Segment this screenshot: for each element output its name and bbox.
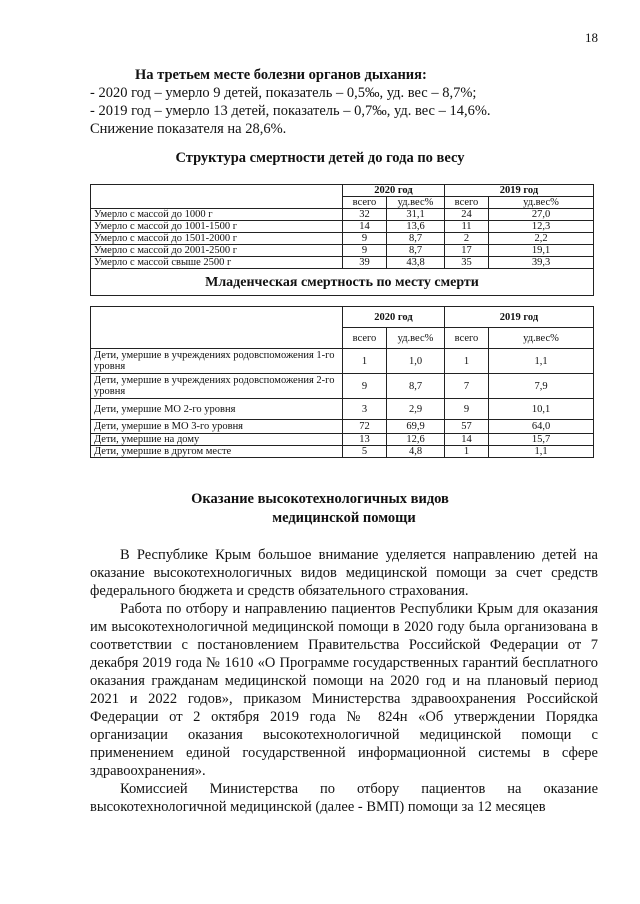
col-all-2020: всего [343, 197, 387, 209]
intro-line-2020: - 2020 год – умерло 9 детей, показатель – 0,5‰, уд. вес – 8,7%; [90, 85, 477, 101]
value-all-2019: 11 [445, 221, 489, 233]
row-label: Умерло с массой свыше 2500 г [91, 257, 343, 269]
section-title-row [91, 269, 594, 296]
value-share-2020: 1,0 [387, 349, 445, 374]
row-label: Дети, умершие в учреждениях родовспоможения 1-го уровня [91, 349, 343, 374]
year-2019-header: 2019 год [445, 185, 594, 197]
value-all-2019: 9 [445, 399, 489, 420]
table-row [91, 233, 594, 245]
value-all-2019: 57 [445, 420, 489, 434]
table-row [91, 221, 594, 233]
col-share-2020: уд.вес% [387, 197, 445, 209]
value-all-2020: 5 [343, 446, 387, 458]
value-all-2020: 3 [343, 399, 387, 420]
intro-line-2019: - 2019 год – умерло 13 детей, показатель – 0,7‰, уд. вес – 14,6%. [90, 103, 491, 119]
empty-header-cell [91, 307, 343, 349]
col-all-2019: всего [445, 328, 489, 349]
value-share-2019: 64,0 [489, 420, 594, 434]
value-all-2020: 9 [343, 233, 387, 245]
value-share-2020: 69,9 [387, 420, 445, 434]
paragraph-3: Комиссией Министерства по отбору пациентов на оказание высокотехнологичной медицинской (далее - ВМП) помощи за 12 месяцев [90, 781, 598, 815]
value-all-2020: 9 [343, 245, 387, 257]
table-row [91, 349, 594, 374]
value-share-2020: 8,7 [387, 233, 445, 245]
row-label: Умерло с массой до 1001-1500 г [91, 221, 343, 233]
row-label: Дети, умершие в учреждениях родовспоможения 2-го уровня [91, 374, 343, 399]
section-title-line1: Оказание высокотехнологичных видов [191, 491, 449, 507]
value-all-2020: 32 [343, 209, 387, 221]
empty-header-cell [91, 185, 343, 209]
value-share-2020: 43,8 [387, 257, 445, 269]
value-all-2020: 9 [343, 374, 387, 399]
row-label: Умерло с массой до 1501-2000 г [91, 233, 343, 245]
value-share-2019: 1,1 [489, 349, 594, 374]
value-all-2020: 14 [343, 221, 387, 233]
value-share-2020: 31,1 [387, 209, 445, 221]
value-all-2019: 7 [445, 374, 489, 399]
table-header-row [91, 185, 594, 197]
value-share-2019: 39,3 [489, 257, 594, 269]
col-all-2020: всего [343, 328, 387, 349]
year-2020-header: 2020 год [343, 307, 445, 328]
col-share-2020: уд.вес% [387, 328, 445, 349]
value-all-2019: 24 [445, 209, 489, 221]
value-share-2020: 8,7 [387, 245, 445, 257]
page-number: 18 [585, 30, 598, 45]
table-row [91, 209, 594, 221]
paragraph-1: В Республике Крым большое внимание уделяется направлению детей на оказание высокотехнологичных видов медицинской помощи за счет средств федерального бюджета и средств обязательного страхования. [90, 547, 598, 599]
value-share-2019: 10,1 [489, 399, 594, 420]
table-row [91, 245, 594, 257]
intro-heading: На третьем месте болезни органов дыхания: [135, 67, 427, 83]
value-all-2019: 1 [445, 349, 489, 374]
value-all-2020: 1 [343, 349, 387, 374]
row-label: Дети, умершие на дому [91, 434, 343, 446]
table-row [91, 399, 594, 420]
col-all-2019: всего [445, 197, 489, 209]
row-label: Умерло с массой до 1000 г [91, 209, 343, 221]
row-label: Дети, умершие МО 2-го уровня [91, 399, 343, 420]
table-row [91, 257, 594, 269]
value-share-2019: 2,2 [489, 233, 594, 245]
value-all-2019: 35 [445, 257, 489, 269]
col-share-2019: уд.вес% [489, 197, 594, 209]
section-body [90, 546, 598, 816]
section-title-line2: медицинской помощи [272, 510, 416, 526]
place-mortality-table [90, 306, 594, 458]
value-all-2019: 17 [445, 245, 489, 257]
intro-line-decrease: Снижение показателя на 28,6%. [90, 121, 287, 137]
value-share-2020: 8,7 [387, 374, 445, 399]
value-share-2019: 12,3 [489, 221, 594, 233]
value-share-2019: 15,7 [489, 434, 594, 446]
value-share-2020: 2,9 [387, 399, 445, 420]
value-share-2020: 4,8 [387, 446, 445, 458]
table-row [91, 446, 594, 458]
value-share-2019: 27,0 [489, 209, 594, 221]
section-title [0, 490, 640, 528]
value-share-2020: 12,6 [387, 434, 445, 446]
year-2020-header: 2020 год [343, 185, 445, 197]
table2-title: Младенческая смертность по месту смерти [91, 269, 594, 296]
value-all-2019: 2 [445, 233, 489, 245]
year-2019-header: 2019 год [445, 307, 594, 328]
value-all-2019: 14 [445, 434, 489, 446]
row-label: Дети, умершие в МО 3-го уровня [91, 420, 343, 434]
value-all-2020: 39 [343, 257, 387, 269]
row-label: Дети, умершие в другом месте [91, 446, 343, 458]
table1-title: Структура смертности детей до года по весу [175, 150, 465, 166]
table-header-row [91, 307, 594, 328]
col-share-2019: уд.вес% [489, 328, 594, 349]
value-share-2019: 19,1 [489, 245, 594, 257]
row-label: Умерло с массой до 2001-2500 г [91, 245, 343, 257]
paragraph-2: Работа по отбору и направлению пациентов Республики Крым для оказания им высокотехнологичной медицинской помощи в 2020 году была организована в соответствии с постановлением Правительства Российской Федерации от 7 декабря 2019 года № 1610 «О Программе государственных гарантий бесплатного оказания гражданам медицинской помощи на 2020 год и на плановый период 2021 и 2022 годов», приказом Министерства здравоохранения Российской Федерации от 2 октября 2019 года № 824н «Об утверждении Порядка организации оказания высокотехнологичной медицинской помощи с применением единой государственной информационной системы в сфере здравоохранения». [90, 601, 598, 779]
value-share-2020: 13,6 [387, 221, 445, 233]
value-share-2019: 1,1 [489, 446, 594, 458]
table-row [91, 434, 594, 446]
value-all-2020: 13 [343, 434, 387, 446]
table-row [91, 374, 594, 399]
value-all-2020: 72 [343, 420, 387, 434]
value-share-2019: 7,9 [489, 374, 594, 399]
weight-mortality-table [90, 184, 594, 296]
value-all-2019: 1 [445, 446, 489, 458]
intro-block [90, 66, 491, 138]
table-row [91, 420, 594, 434]
